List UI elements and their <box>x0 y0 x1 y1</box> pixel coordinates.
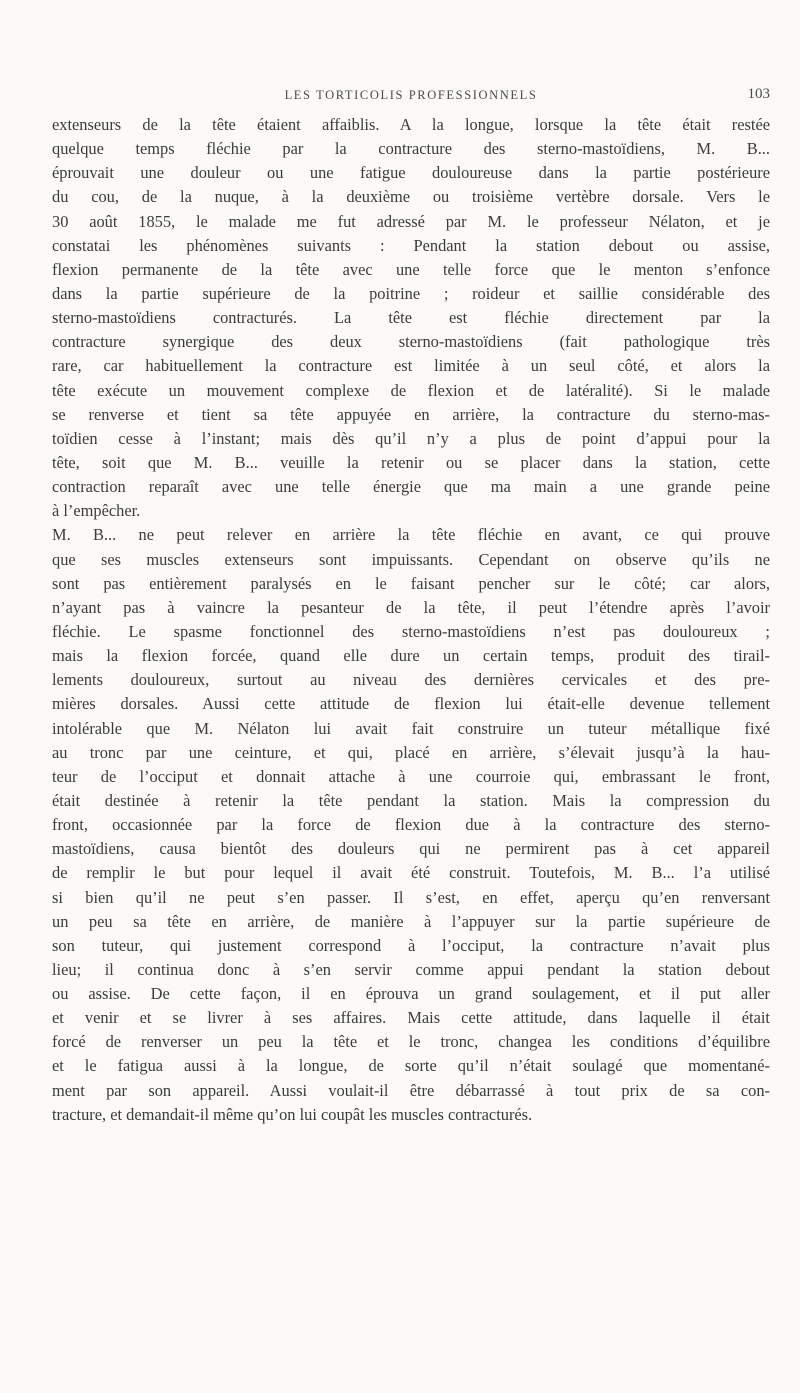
text-line: dans la partie supérieure de la poitrine ; roideur et saillie considérable des <box>52 283 770 303</box>
text-line: fléchie. Le spasme fonctionnel des sterno-mastoïdiens n’est pas douloureux ; <box>52 621 770 641</box>
text-line: si bien qu’il ne peut s’en passer. Il s’est, en effet, aperçu qu’en renversant <box>52 887 770 907</box>
text-line: 30 août 1855, le malade me fut adressé par M. le professeur Nélaton, et je <box>52 211 770 231</box>
text-line: mastoïdiens, causa bientôt des douleurs qui ne permirent pas à cet appareil <box>52 839 770 859</box>
running-head <box>52 88 770 110</box>
text-line: était destinée à retenir la tête pendant la station. Mais la compression du <box>52 790 770 810</box>
text-line: tracture, et demandait-il même qu’on lui coupât les muscles contracturés. <box>52 1104 533 1124</box>
text-line: ment par son appareil. Aussi voulait-il être débarrassé à tout prix de sa con- <box>52 1080 770 1100</box>
text-line: de remplir le but pour lequel il avait été construit. Toutefois, M. B... l’a utilisé <box>52 863 770 883</box>
text-line: et venir et se livrer à ses affaires. Mais cette attitude, dans laquelle il était <box>52 1008 770 1028</box>
text-line: extenseurs de la tête étaient affaiblis. A la longue, lorsque la tête était restée <box>52 115 770 134</box>
text-line: constatai les phénomènes suivants : Pendant la station debout ou assise, <box>52 235 770 255</box>
text-line: quelque temps fléchie par la contracture des sterno-mastoïdiens, M. B... <box>52 139 770 159</box>
text-line: à l’empêcher. <box>52 501 141 521</box>
text-line: intolérable que M. Nélaton lui avait fait construire un tuteur métallique fixé <box>52 718 770 738</box>
body-text <box>52 113 770 1127</box>
text-line: teur de l’occiput et donnait attache à une courroie qui, embrassant le front, <box>52 766 770 786</box>
text-line: forcé de renverser un peu la tête et le tronc, changea les conditions d’équilibre <box>52 1032 770 1052</box>
text-line: mais la flexion forcée, quand elle dure un certain temps, produit des tirail- <box>52 646 770 666</box>
text-line: se renverse et tient sa tête appuyée en arrière, la contracture du sterno-mas- <box>52 404 770 424</box>
text-line: rare, car habituellement la contracture est limitée à un seul côté, et alors la <box>52 356 770 376</box>
text-line: mières dorsales. Aussi cette attitude de flexion lui était-elle devenue tellement <box>52 694 770 714</box>
running-title: LES TORTICOLIS PROFESSIONNELS <box>284 88 538 102</box>
text-line: flexion permanente de la tête avec une telle force que le menton s’enfonce <box>52 259 770 279</box>
text-line: lements douloureux, surtout au niveau des dernières cervicales et des pre- <box>52 670 770 690</box>
text-line: tête exécute un mouvement complexe de flexion et de latéralité). Si le malade <box>52 380 770 400</box>
text-line: un peu sa tête en arrière, de manière à l’appuyer sur la partie supérieure de <box>52 911 770 931</box>
text-line: contracture synergique des deux sterno-mastoïdiens (fait pathologique très <box>52 332 770 352</box>
text-line: que ses muscles extenseurs sont impuissants. Cependant on observe qu’ils ne <box>52 549 770 569</box>
text-line: éprouvait une douleur ou une fatigue douloureuse dans la partie postérieure <box>52 163 770 183</box>
page-number: 103 <box>747 86 770 102</box>
text-line: toïdien cesse à l’instant; mais dès qu’il n’y a plus de point d’appui pour la <box>52 428 770 448</box>
text-line: du cou, de la nuque, à la deuxième ou troisième vertèbre dorsale. Vers le <box>52 187 770 207</box>
text-line: tête, soit que M. B... veuille la retenir ou se placer dans la station, cette <box>52 452 770 472</box>
text-line: sterno-mastoïdiens contracturés. La tête est fléchie directement par la <box>52 308 770 328</box>
text-line: front, occasionnée par la force de flexion due à la contracture des sterno- <box>52 815 770 835</box>
text-line: son tuteur, qui justement correspond à l’occiput, la contracture n’avait plus <box>52 935 770 955</box>
text-line: n’ayant pas à vaincre la pesanteur de la tête, il peut l’étendre après l’avoir <box>52 597 770 617</box>
text-line: ou assise. De cette façon, il en éprouva un grand soulagement, et il put aller <box>52 984 770 1004</box>
text-line: contraction reparaît avec une telle énergie que ma main a une grande peine <box>52 477 770 497</box>
text-line: M. B... ne peut relever en arrière la tête fléchie en avant, ce qui prouve <box>52 525 770 545</box>
text-line: et le fatigua aussi à la longue, de sorte qu’il n’était soulagé que momentané- <box>52 1056 770 1076</box>
text-line: lieu; il continua donc à s’en servir comme appui pendant la station debout <box>52 959 770 979</box>
text-line: sont pas entièrement paralysés en le faisant pencher sur le côté; car alors, <box>52 573 770 593</box>
text-line: au tronc par une ceinture, et qui, placé en arrière, s’élevait jusqu’à la hau- <box>52 742 770 762</box>
